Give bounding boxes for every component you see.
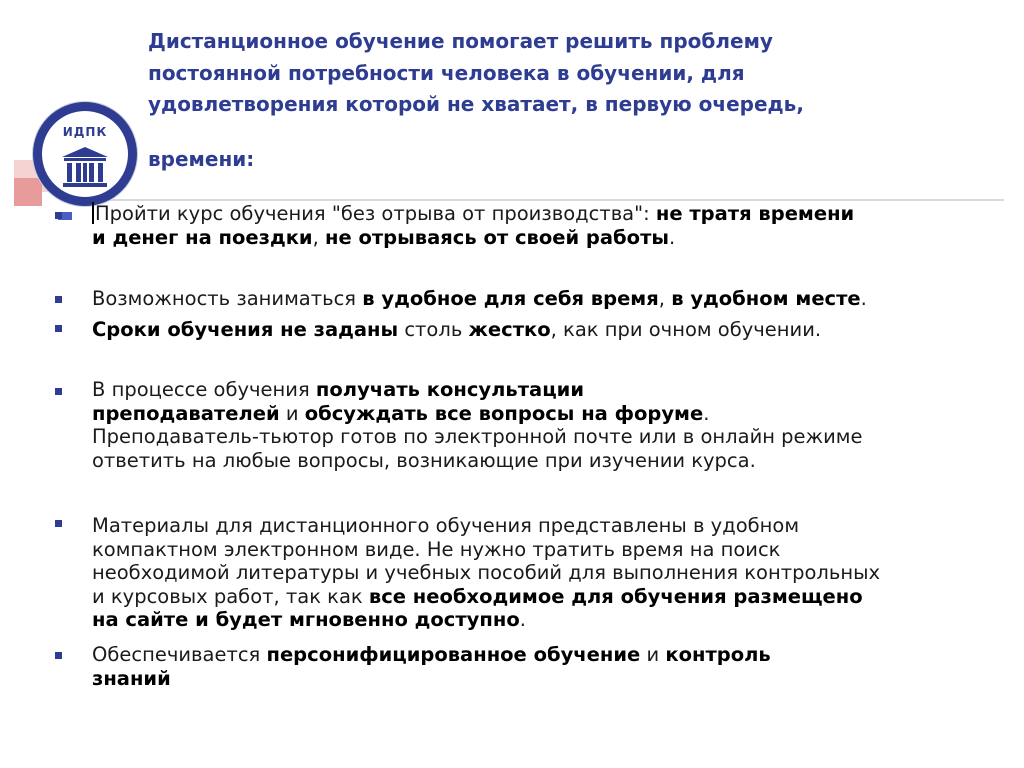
logo-inner-circle [42, 111, 128, 197]
list-item-2: Возможность заниматься в удобное для себя время, в удобном месте. [92, 287, 867, 310]
bullet-marker [55, 212, 62, 219]
logo-text: ИДПК [62, 125, 108, 139]
title-line-4: времени: [148, 146, 255, 171]
list-item-3: Сроки обучения не заданы столь жестко, как при очном обучении. [92, 318, 822, 341]
bullet-marker [55, 388, 62, 395]
bullet-marker [55, 325, 62, 332]
header-divider [92, 199, 1004, 201]
idpk-logo [33, 102, 137, 206]
text-cursor [92, 202, 94, 224]
slide-title [148, 26, 988, 175]
list-item-1: Пройти курс обучения "без отрыва от производства": не тратя времени и денег на поездки, не отрываясь от своей работы. [92, 202, 855, 249]
title-line-1: Дистанционное обучение помогает решить проблему [148, 29, 773, 53]
building-icon [60, 145, 110, 189]
list-item-4: В процессе обучения получать консультации преподавателей и обсуждать все вопросы на форуме. Преподаватель-тьютор готов по электронной почте или в онлайн режиме ответить на любые вопросы, возникающие при изучении курса. [92, 378, 863, 472]
list-item-6: Обеспечивается персонифицированное обучение и контроль знаний [92, 643, 771, 690]
bullet-marker [55, 296, 62, 303]
decorative-band-red [14, 178, 42, 206]
title-line-3: удовлетворения которой не хватает, в первую очередь, [148, 92, 804, 116]
list-item-5: Материалы для дистанционного обучения представлены в удобном компактном электронном виде. Не нужно тратить время на поиск необходимой литературы и учебных пособий для выполнения контрольных и курсовых работ, так как все необходимое для обучения размещено на сайте и будет мгновенно доступно. [92, 514, 881, 631]
title-line-2: постоянной потребности человека в обучении, для [148, 60, 745, 85]
bullet-marker [55, 520, 62, 527]
bullet-marker [55, 652, 62, 659]
